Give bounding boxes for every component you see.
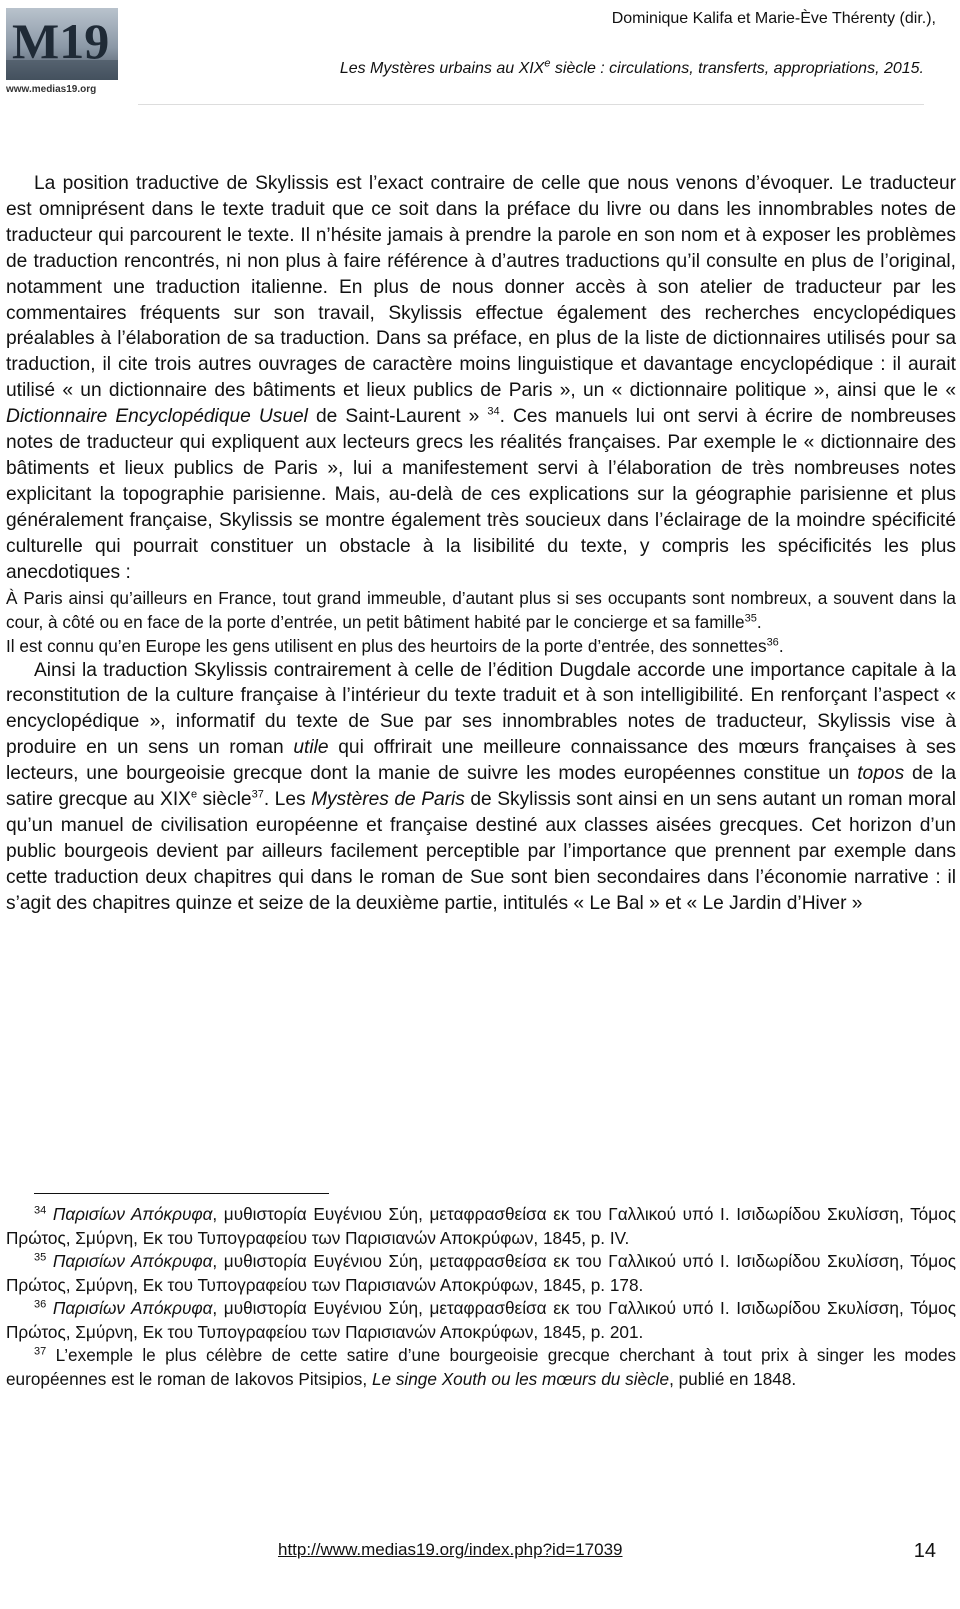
source-url-link[interactable]: http://www.medias19.org/index.php?id=17039 <box>278 1540 623 1559</box>
header-authors: Dominique Kalifa et Marie-Ève Thérenty (dir.), <box>611 10 936 27</box>
logo-caption: www.medias19.org <box>6 84 97 95</box>
medias19-logo <box>4 2 122 94</box>
svg-text:M19: M19 <box>12 13 110 69</box>
footnote-37: $^{37}$ L’exemple le plus célèbre de cette satire d’une bourgeoisie grecque cherchant à tout prix à singer les modes européennes est le roman de Iakovos Pitsipios, Le singe Xouth ou les mœurs du siècle, publié en 1848. <box>6 1345 957 1389</box>
block-quote-1: À Paris ainsi qu’ailleurs en France, tout grand immeuble, d’autant plus si ses occupants sont nombreux, a souvent dans la cour, à côté ou en face de la porte d’entrée, un petit bâtiment habité par le concierge et sa famille$^{35}$. <box>6 587 956 632</box>
paragraph-2: Ainsi la traduction Skylissis contrairement à celle de l’édition Dugdale accorde une importance capitale à la reconstitution de la culture française à l’intérieur du texte traduit et à son intelligibilité. En renforçant l’aspect « encyclopédique », informatif du texte de Sue par ses innombrables notes de traducteur, Skylissis vise à produire en un sens un roman utile qui offrirait une meilleure connaissance des mœurs françaises à ses lecteurs, une bourgeoisie grecque dont la manie de suivre les modes européennes constitue un topos de la satire grecque au XIXe siècle$^{37}$. Les Mystères de Paris de Skylissis sont ainsi en un sens autant un roman moral qu’un manuel de civilisation européenne et française destiné aux classes aisées grecques. Cet horizon d’un public bourgeois devient par ailleurs facilement perceptible par l’importance que prennent par exemple dans cette traduction deux chapitres qui dans le roman de Sue sont bien secondaires dans l’économie narrative : il s’agit des chapitres quinze et seize de la deuxième partie, intitulés « Le Bal » et « Le Jardin d’Hiver » <box>6 659 956 914</box>
header-divider <box>138 104 924 105</box>
footnote-ref-36[interactable]: 36 <box>766 635 779 648</box>
main-text <box>6 171 956 917</box>
footnote-35: $^{35}$ Παρισίων Απόκρυφα, μυθιστορία Ευγένιου Σύη, μεταφρασθείσα εκ του Γαλλικού υπό Ι. Ισιδωρίδου Σκυλίσση, Τόμος Πρώτος, Σμύρνη, Εκ του Τυπογραφείου των Παρισιανών Αποκρύφων, 1845, p. 178. <box>6 1251 956 1295</box>
paragraph-1: La position traductive de Skylissis est l’exact contraire de celle que nous venons d’évoquer. Le traducteur est omniprésent dans le texte traduit que ce soit dans la préface du livre ou dans les innombrables notes de traducteur qui parcourent le texte. Il n’hésite jamais à prendre la parole en son nom et à exposer les problèmes de traduction rencontrés, ni non plus à faire référence à d’autres traductions qu’il consulte en plus de l’original, notamment une traduction italienne. En plus de nous donner accès à son atelier de traducteur par les commentaires fréquents sur son travail, Skylissis effectue également des recherches encyclopédiques préalables à l’élaboration de sa traduction. Dans sa préface, en plus de la liste de dictionnaires utilisés pour sa traduction, il cite trois autres ouvrages de caractère moins linguistique et davantage encyclopédique : il aurait utilisé « un dictionnaire des bâtiments et lieux publics de Paris », un « dictionnaire politique », ainsi que le « Dictionnaire Encyclopédique Usuel de Saint-Laurent » $^{34}$. Ces manuels lui ont servi à écrire de nombreuses notes de traducteur qui expliquent aux lecteurs grecs les réalités françaises. Par exemple le « dictionnaire des bâtiments et lieux publics de Paris », lui a manifestement servi à l’élaboration de très nombreuses notes explicitant la topographie parisienne. Mais, au-delà de ces explications sur la géographie parisienne et plus généralement française, Skylissis se montre également très soucieux dans l’éclairage de la moindre spécificité culturelle qui pourrait constituer un obstacle à la lisibilité du texte, y compris les spécificités les plus anecdotiques : <box>6 173 956 583</box>
footnotes <box>6 1203 956 1391</box>
footnote-ref-35[interactable]: 35 <box>744 611 757 624</box>
page-number: 14 <box>913 1540 936 1562</box>
block-quote-2: Il est connu qu’en Europe les gens utilisent en plus des heurtoirs de la porte d’entrée, des sonnettes$^{36}$. <box>6 635 784 656</box>
footnote-separator <box>34 1193 329 1194</box>
footnote-ref-37[interactable]: 37 <box>251 788 264 801</box>
footnote-ref-34[interactable]: 34 <box>487 405 500 418</box>
footnote-34: $^{34}$ Παρισίων Απόκρυφα, μυθιστορία Ευγένιου Σύη, μεταφρασθείσα εκ του Γαλλικού υπό Ι. Ισιδωρίδου Σκυλίσση, Τόμος Πρώτος, Σμύρνη, Εκ του Τυπογραφείου των Παρισιανών Αποκρύφων, 1845, p. IV. <box>6 1204 956 1248</box>
header-book-title: Les Mystères urbains au XIXe siècle : circulations, transferts, appropriations, 2015. <box>339 57 924 77</box>
footnote-36: $^{36}$ Παρισίων Απόκρυφα, μυθιστορία Ευγένιου Σύη, μεταφρασθείσα εκ του Γαλλικού υπό Ι. Ισιδωρίδου Σκυλίσση, Τόμος Πρώτος, Σμύρνη, Εκ του Τυπογραφείου των Παρισιανών Αποκρύφων, 1845, p. 201. <box>6 1298 956 1342</box>
